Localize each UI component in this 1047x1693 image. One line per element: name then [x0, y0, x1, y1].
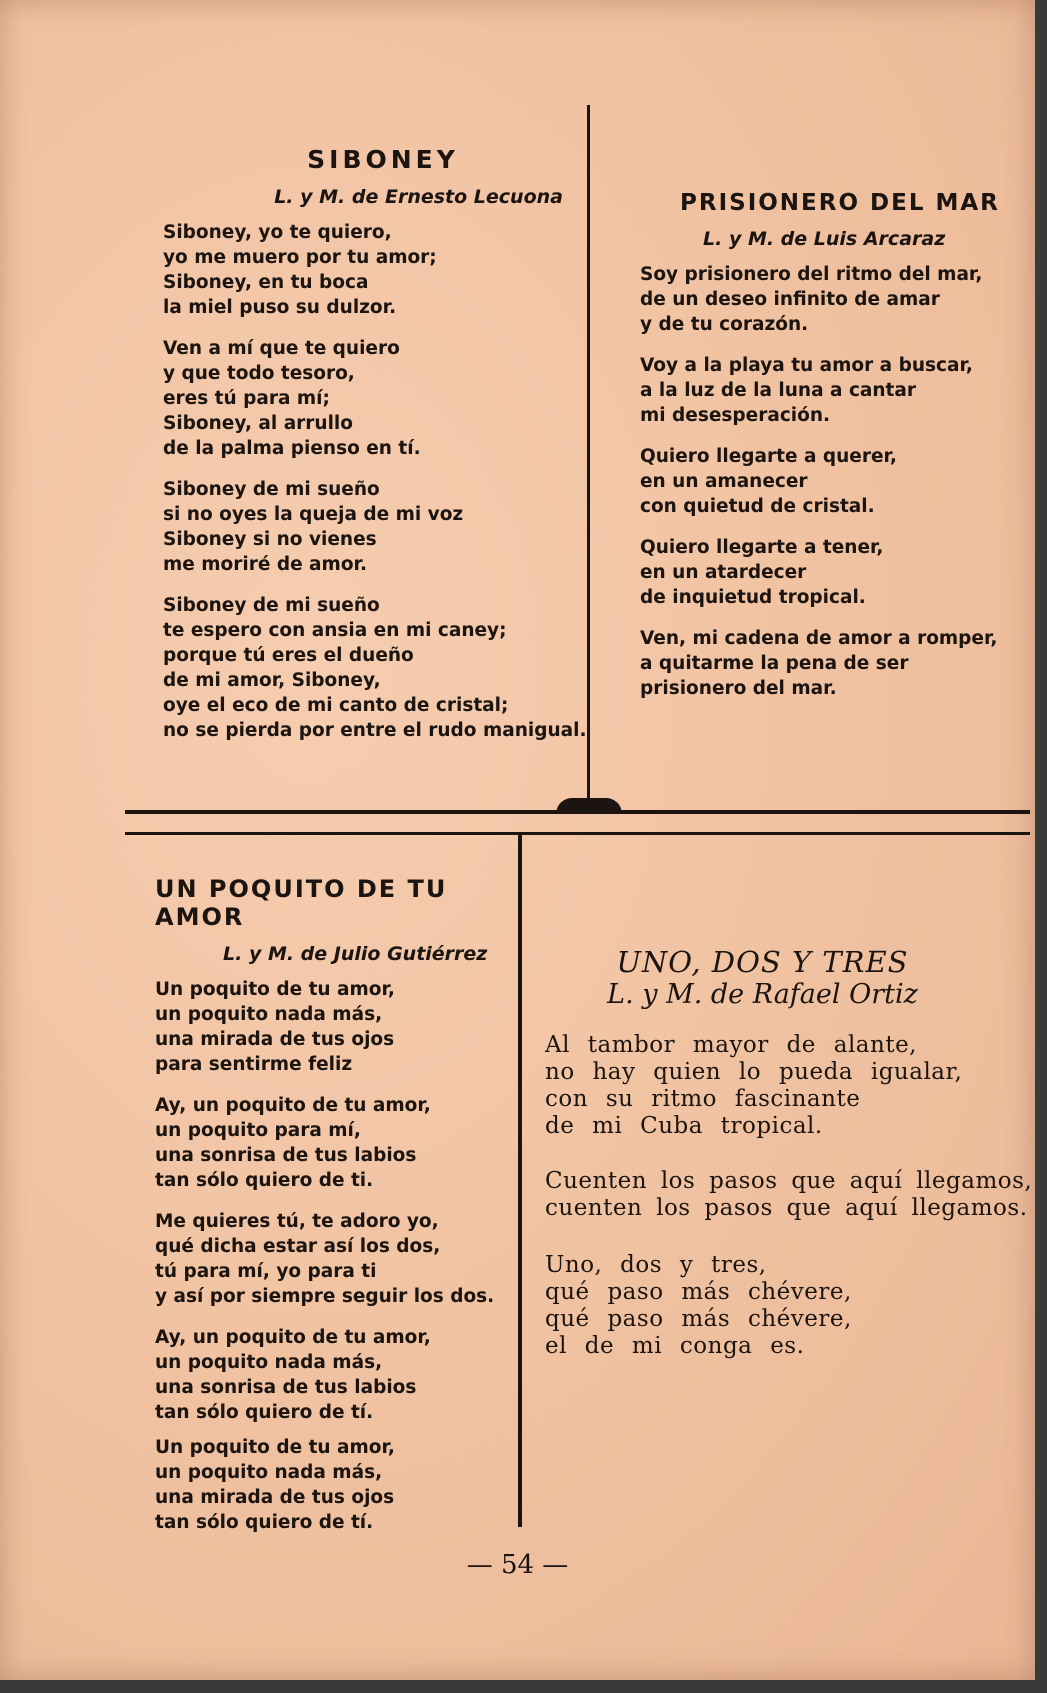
lyric-line: cuenten los pasos que aquí llegamos. [545, 1195, 1028, 1221]
lyric-line: un poquito nada más, [155, 1462, 383, 1483]
lyric-line: y que todo tesoro, [163, 363, 355, 384]
horizontal-rule-lower [125, 832, 1030, 835]
lyric-line: Uno, dos y tres, [545, 1252, 767, 1278]
lyric-line: Cuenten los pasos que aquí llegamos, [545, 1168, 1033, 1194]
stanza [155, 1325, 505, 1425]
lyric-line: un poquito nada más, [155, 1352, 383, 1373]
lyric-line: a la luz de la luna a cantar [640, 380, 917, 401]
vertical-rule-bottom [518, 835, 522, 1527]
lyric-line: una mirada de tus ojos [155, 1029, 395, 1050]
song-title: PRISIONERO DEL MAR [680, 190, 1000, 216]
stanza [640, 353, 1010, 428]
lyric-line: de la palma pienso en tí. [163, 438, 421, 459]
stanza [545, 1168, 1033, 1222]
lyric-line: para sentirme feliz [155, 1054, 353, 1075]
stanza [163, 477, 563, 577]
song-author: L. y M. de Ernesto Lecuona [274, 186, 563, 208]
stanza [163, 336, 563, 461]
song-author: L. y M. de Julio Gutiérrez [223, 943, 488, 965]
song-author: L. y M. de Rafael Ortiz [607, 979, 918, 1010]
lyric-line: en un atardecer [640, 562, 807, 583]
lyric-line: Un poquito de tu amor, [155, 979, 395, 1000]
lyric-line: yo me muero por tu amor; [163, 247, 437, 268]
lyric-line: porque tú eres el dueño [163, 645, 414, 666]
lyric-line: tan sólo quiero de ti. [155, 1170, 374, 1191]
stanza [640, 626, 1010, 701]
stanza [545, 1252, 1020, 1360]
rule-ornament [556, 798, 622, 814]
stanza [155, 1435, 505, 1535]
lyric-line: tan sólo quiero de tí. [155, 1402, 374, 1423]
lyric-line: a quitarme la pena de ser [640, 653, 909, 674]
page-number: — 54 — [466, 1550, 569, 1580]
lyric-line: tan sólo quiero de tí. [155, 1512, 374, 1533]
stanza [163, 220, 563, 320]
lyric-line: Siboney si no vienes [163, 529, 377, 550]
lyric-line: y así por siempre seguir los dos. [155, 1286, 495, 1307]
lyric-line: Ay, un poquito de tu amor, [155, 1327, 431, 1348]
lyric-line: Siboney, al arrullo [163, 413, 353, 434]
lyric-line: un poquito para mí, [155, 1120, 361, 1141]
lyric-line: Voy a la playa tu amor a buscar, [640, 355, 973, 376]
lyric-line: Ven, mi cadena de amor a romper, [640, 628, 998, 649]
lyric-line: de mi amor, Siboney, [163, 670, 381, 691]
lyric-line: de inquietud tropical. [640, 587, 866, 608]
lyric-line: una sonrisa de tus labios [155, 1145, 417, 1166]
vertical-rule-top [587, 105, 590, 805]
stanza [545, 1032, 1020, 1140]
lyric-line: una mirada de tus ojos [155, 1487, 395, 1508]
lyric-line: prisionero del mar. [640, 678, 837, 699]
lyric-line: Ven a mí que te quiero [163, 338, 400, 359]
lyric-line: Ay, un poquito de tu amor, [155, 1095, 431, 1116]
lyric-line: oye el eco de mi canto de cristal; [163, 695, 509, 716]
lyric-line: Un poquito de tu amor, [155, 1437, 395, 1458]
lyric-line: con su ritmo fascinante [545, 1086, 861, 1112]
lyric-line: Siboney de mi sueño [163, 479, 380, 500]
lyric-line: mi desesperación. [640, 405, 831, 426]
stanza [640, 535, 1010, 610]
lyric-line: tú para mí, yo para ti [155, 1261, 377, 1282]
lyric-line: me moriré de amor. [163, 554, 368, 575]
stanza [155, 977, 505, 1077]
lyric-line: Quiero llegarte a tener, [640, 537, 884, 558]
lyric-line: qué paso más chévere, [545, 1306, 852, 1332]
lyric-line: la miel puso su dulzor. [163, 297, 397, 318]
stanza [640, 262, 1010, 337]
lyric-line: un poquito nada más, [155, 1004, 383, 1025]
lyric-line: de un deseo infinito de amar [640, 289, 940, 310]
song-siboney [163, 145, 587, 743]
lyric-line: Siboney, yo te quiero, [163, 222, 392, 243]
lyric-line: no se pierda por entre el rudo manigual. [163, 720, 587, 741]
song-author: L. y M. de Luis Arcaraz [703, 228, 946, 250]
lyric-line: en un amanecer [640, 471, 808, 492]
lyric-line: y de tu corazón. [640, 314, 809, 335]
lyric-line: Me quieres tú, te adoro yo, [155, 1211, 439, 1232]
song-prisionero-del-mar [640, 190, 1010, 701]
lyric-line: Al tambor mayor de alante, [545, 1032, 917, 1058]
stanza [640, 444, 1010, 519]
lyric-line: una sonrisa de tus labios [155, 1377, 417, 1398]
stanza [155, 1209, 505, 1309]
song-uno-dos-y-tres [545, 945, 1033, 1360]
song-title: UN POQUITO DE TU AMOR [155, 875, 448, 931]
lyric-line: Siboney, en tu boca [163, 272, 369, 293]
stanza [163, 593, 587, 743]
lyric-line: te espero con ansia en mi caney; [163, 620, 507, 641]
song-title: UNO, DOS Y TRES [616, 945, 909, 979]
lyric-line: de mi Cuba tropical. [545, 1113, 823, 1139]
stanza [155, 1093, 505, 1193]
lyric-line: Soy prisionero del ritmo del mar, [640, 264, 983, 285]
lyric-line: el de mi conga es. [545, 1333, 805, 1359]
lyric-line: eres tú para mí; [163, 388, 330, 409]
lyric-line: qué dicha estar así los dos, [155, 1236, 441, 1257]
lyric-line: qué paso más chévere, [545, 1279, 852, 1305]
song-title: SIBONEY [307, 145, 459, 174]
lyric-line: si no oyes la queja de mi voz [163, 504, 464, 525]
song-un-poquito-de-tu-amor [155, 875, 505, 1535]
lyric-line: con quietud de cristal. [640, 496, 875, 517]
lyric-line: Quiero llegarte a querer, [640, 446, 897, 467]
lyric-line: Siboney de mi sueño [163, 595, 380, 616]
lyric-line: no hay quien lo pueda igualar, [545, 1059, 963, 1085]
